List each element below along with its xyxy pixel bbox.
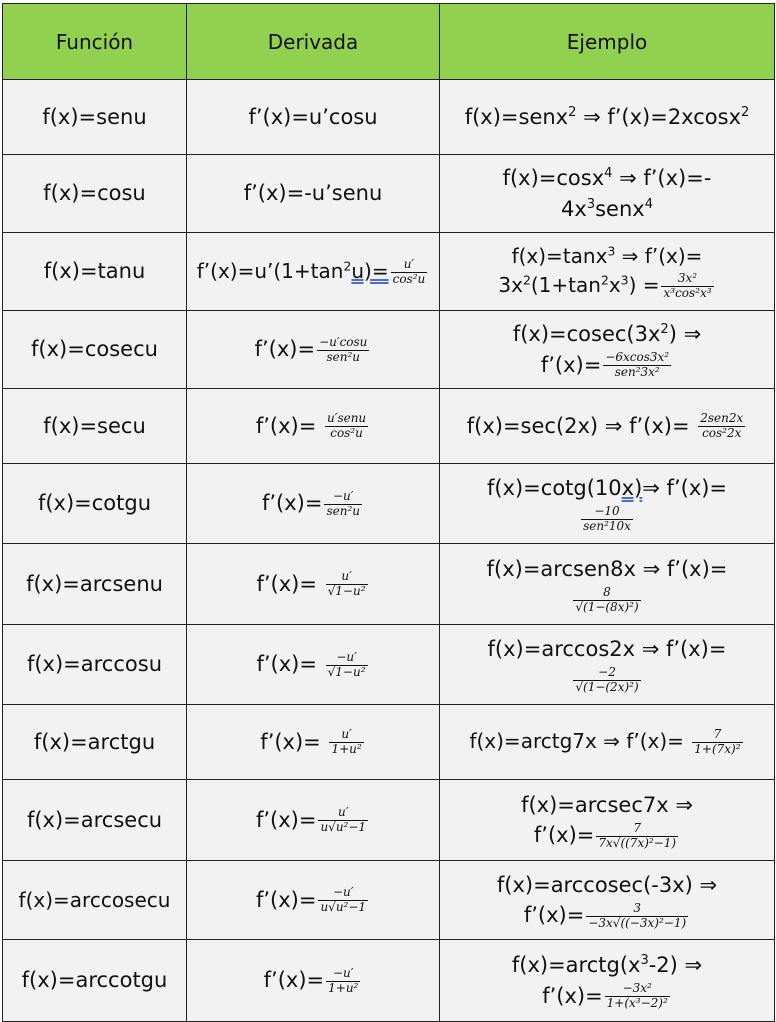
- example-text: 3x: [498, 273, 523, 298]
- derivative-cell: [187, 861, 440, 940]
- fraction-numerator: u′: [338, 805, 349, 820]
- example-text: f(x)=tanx: [511, 244, 608, 269]
- fraction-numerator: 3: [633, 900, 642, 915]
- table-row: [3, 155, 775, 233]
- table-row: [3, 625, 775, 705]
- table-row: [3, 861, 775, 940]
- fraction: [317, 336, 369, 365]
- fraction: [698, 412, 745, 441]
- function-cell: f(x)=arcsecu: [3, 780, 187, 861]
- fraction-numerator: −u′cosu: [319, 334, 368, 349]
- example-text: f’(x)=: [540, 352, 602, 377]
- derivative-text: f’(x)=: [255, 413, 323, 438]
- example-cell: [440, 389, 775, 464]
- derivative-text: u)=: [351, 258, 389, 283]
- example-text: ⇒ f’(x)=-: [612, 166, 712, 191]
- fraction-numerator: 7: [713, 727, 722, 742]
- example-text: f’(x)=: [523, 903, 585, 927]
- example-text: f(x)=sec(2x) ⇒ f’(x)=: [466, 413, 697, 438]
- fraction: [324, 490, 362, 519]
- fraction-denominator: sen²u: [317, 350, 369, 365]
- derivative-cell: [187, 625, 440, 705]
- function-cell: f(x)=cotgu: [3, 464, 187, 544]
- derivative-cell: [187, 940, 440, 1022]
- function-cell: f(x)=arccotgu: [3, 940, 187, 1022]
- fraction-denominator: sen²10x: [583, 519, 631, 533]
- fraction-numerator: 8: [603, 584, 611, 599]
- fraction: [661, 272, 713, 301]
- derivative-text: f’(x)=-u’senu: [243, 181, 383, 206]
- exponent: 2: [741, 104, 750, 120]
- fraction: [326, 651, 368, 680]
- fraction-numerator: 3x²: [677, 271, 698, 286]
- function-cell: f(x)=arcsenu: [3, 544, 187, 625]
- fraction: [318, 886, 368, 915]
- example-text: senx: [595, 196, 645, 221]
- example-text: f’(x)=: [542, 983, 603, 1008]
- fraction: [596, 822, 678, 851]
- fraction-denominator: sen²3x²: [603, 365, 671, 380]
- derivative-cell: [187, 155, 440, 233]
- fraction-numerator: −u′: [336, 649, 357, 664]
- exponent: 2: [600, 272, 609, 288]
- example-cell: [440, 625, 775, 705]
- function-cell: f(x)=arccosu: [3, 625, 187, 705]
- fraction: [692, 728, 742, 757]
- example-text: -2) ⇒: [648, 953, 703, 978]
- example-cell: [440, 544, 775, 625]
- fraction-denominator: cos²u: [325, 426, 368, 441]
- fraction-numerator: −u′: [332, 885, 354, 900]
- exponent: 4: [644, 196, 653, 212]
- fraction: [318, 806, 368, 835]
- fraction-numerator: −u′: [332, 488, 354, 503]
- example-text: ⇒ f’(x)=2xcosx: [576, 104, 741, 129]
- fraction: [605, 982, 670, 1011]
- fraction-denominator: x³cos²x³: [663, 286, 712, 301]
- example-text: f(x)=arccosec(-3x) ⇒: [496, 872, 718, 897]
- example-text: f(x)=cotg(10: [486, 476, 622, 501]
- table-row: [3, 311, 775, 389]
- derivative-text: f’(x)=: [255, 807, 317, 832]
- fraction-denominator: 1+u²: [331, 742, 362, 757]
- example-cell: [440, 464, 775, 544]
- exponent: 2: [660, 322, 669, 338]
- function-cell: f(x)=cosu: [3, 155, 187, 233]
- header-funcion: Función: [3, 4, 187, 80]
- exponent: 4: [604, 166, 613, 182]
- example-text: f(x)=arcsec7x ⇒: [521, 792, 693, 817]
- derivative-cell: [187, 389, 440, 464]
- fraction-denominator: sen²u: [326, 503, 360, 518]
- fraction-numerator: 2sen2x: [700, 411, 744, 426]
- fraction-numerator: −6xcos3x²: [605, 350, 670, 365]
- fraction-denominator: 1+(7x)²: [694, 742, 741, 757]
- fraction-denominator: 1+(x³−2)²: [606, 996, 668, 1010]
- table-row: [3, 80, 775, 155]
- fraction: [573, 666, 640, 695]
- example-text: f(x)=cosec(3x: [512, 322, 661, 347]
- table-row: [3, 940, 775, 1022]
- table-row: [3, 780, 775, 861]
- table-row: [3, 464, 775, 544]
- table-row: [3, 705, 775, 780]
- function-cell: f(x)=senu: [3, 80, 187, 155]
- table-row: [3, 233, 775, 311]
- exponent: 2: [343, 257, 352, 273]
- derivative-cell: [187, 233, 440, 311]
- derivative-text: f’(x)=u’(1+tan: [196, 258, 344, 283]
- example-text: ) =: [628, 273, 660, 298]
- fraction: [573, 586, 640, 615]
- example-text: (1+tan: [530, 273, 601, 298]
- derivative-text: f’(x)=: [256, 652, 324, 677]
- fraction: [329, 728, 363, 757]
- exponent: 2: [522, 272, 531, 288]
- fraction: [586, 902, 688, 931]
- fraction-numerator: −10: [594, 504, 620, 519]
- exponent: 2: [568, 104, 577, 120]
- derivative-cell: [187, 705, 440, 780]
- derivative-cell: [187, 464, 440, 544]
- fraction-numerator: −2: [598, 665, 616, 680]
- example-text: x: [608, 273, 621, 298]
- fraction-denominator: cos²2x: [698, 426, 745, 441]
- fraction: [325, 412, 368, 441]
- function-cell: f(x)=arctgu: [3, 705, 187, 780]
- derivative-text: f’(x)=u’cosu: [248, 104, 378, 129]
- example-text: f(x)=arctg7x ⇒ f’(x)=: [469, 729, 691, 754]
- example-text: ⇒ f’(x)=: [615, 244, 703, 269]
- fraction: [603, 351, 671, 380]
- fraction-numerator: u′: [341, 727, 352, 742]
- fraction-numerator: −3x²: [622, 981, 652, 996]
- fraction: [581, 505, 633, 534]
- fraction-denominator: −3x√((−3x)²−1): [588, 915, 687, 930]
- header-ejemplo: Ejemplo: [440, 4, 775, 80]
- function-cell: f(x)=cosecu: [3, 311, 187, 389]
- derivative-text: f’(x)=: [256, 571, 324, 596]
- fraction-numerator: u′: [403, 256, 415, 271]
- fraction-numerator: u′senu: [326, 411, 367, 426]
- fraction-denominator: cos²u: [392, 271, 426, 286]
- example-cell: [440, 311, 775, 389]
- fraction-denominator: √1−u²: [327, 584, 366, 599]
- example-cell: [440, 80, 775, 155]
- fraction-numerator: 7: [633, 820, 642, 835]
- example-cell: [440, 780, 775, 861]
- fraction-denominator: √(1−(8x)²): [575, 599, 639, 614]
- function-cell: f(x)=secu: [3, 389, 187, 464]
- example-text: f(x)=senx: [464, 104, 569, 129]
- header-row: [3, 4, 775, 80]
- derivative-cell: [187, 544, 440, 625]
- fraction-denominator: u√u²−1: [320, 900, 367, 915]
- fraction-numerator: −u′: [332, 965, 354, 980]
- example-text: f(x)=cosx: [502, 166, 605, 191]
- example-text: ⇒ f’(x)=: [642, 476, 728, 501]
- function-cell: f(x)=arccosecu: [3, 861, 187, 940]
- exponent: 3: [640, 953, 649, 969]
- example-text: 4x: [561, 196, 587, 221]
- derivative-text: f’(x)=: [261, 491, 323, 516]
- fraction-numerator: u′: [341, 569, 352, 584]
- derivative-text: f’(x)=: [255, 887, 317, 912]
- derivative-cell: [187, 780, 440, 861]
- example-cell: [440, 155, 775, 233]
- example-cell: [440, 705, 775, 780]
- example-text: f(x)=arctg(x: [511, 953, 641, 978]
- example-text: f(x)=arcsen8x ⇒ f’(x)=: [486, 556, 728, 581]
- fraction: [326, 570, 368, 599]
- derivative-cell: [187, 80, 440, 155]
- derivative-text: f’(x)=: [254, 337, 316, 362]
- example-text: x): [621, 476, 643, 501]
- example-cell: [440, 940, 775, 1022]
- example-text: f(x)=arccos2x ⇒ f’(x)=: [487, 637, 727, 662]
- fraction: [391, 258, 428, 287]
- fraction: [326, 967, 360, 996]
- example-cell: [440, 861, 775, 940]
- derivative-text: f’(x)=: [260, 729, 328, 754]
- fraction-denominator: 1+u²: [328, 980, 359, 995]
- exponent: 3: [586, 196, 596, 212]
- fraction-denominator: 7x√((7x)²−1): [598, 835, 677, 850]
- example-text: f’(x)=: [533, 823, 595, 847]
- table-row: [3, 544, 775, 625]
- example-text: ) ⇒: [668, 322, 702, 347]
- fraction-denominator: √(1−(2x)²): [575, 680, 639, 694]
- fraction-denominator: √1−u²: [327, 664, 366, 679]
- table-row: [3, 389, 775, 464]
- exponent: 3: [607, 243, 616, 259]
- example-cell: [440, 233, 775, 311]
- fraction-denominator: u√u²−1: [320, 820, 367, 835]
- function-cell: f(x)=tanu: [3, 233, 187, 311]
- header-derivada: Derivada: [187, 4, 440, 80]
- exponent: 3: [620, 272, 629, 288]
- derivative-text: f’(x)=: [263, 968, 325, 993]
- derivatives-table: [2, 3, 775, 1022]
- derivative-cell: [187, 311, 440, 389]
